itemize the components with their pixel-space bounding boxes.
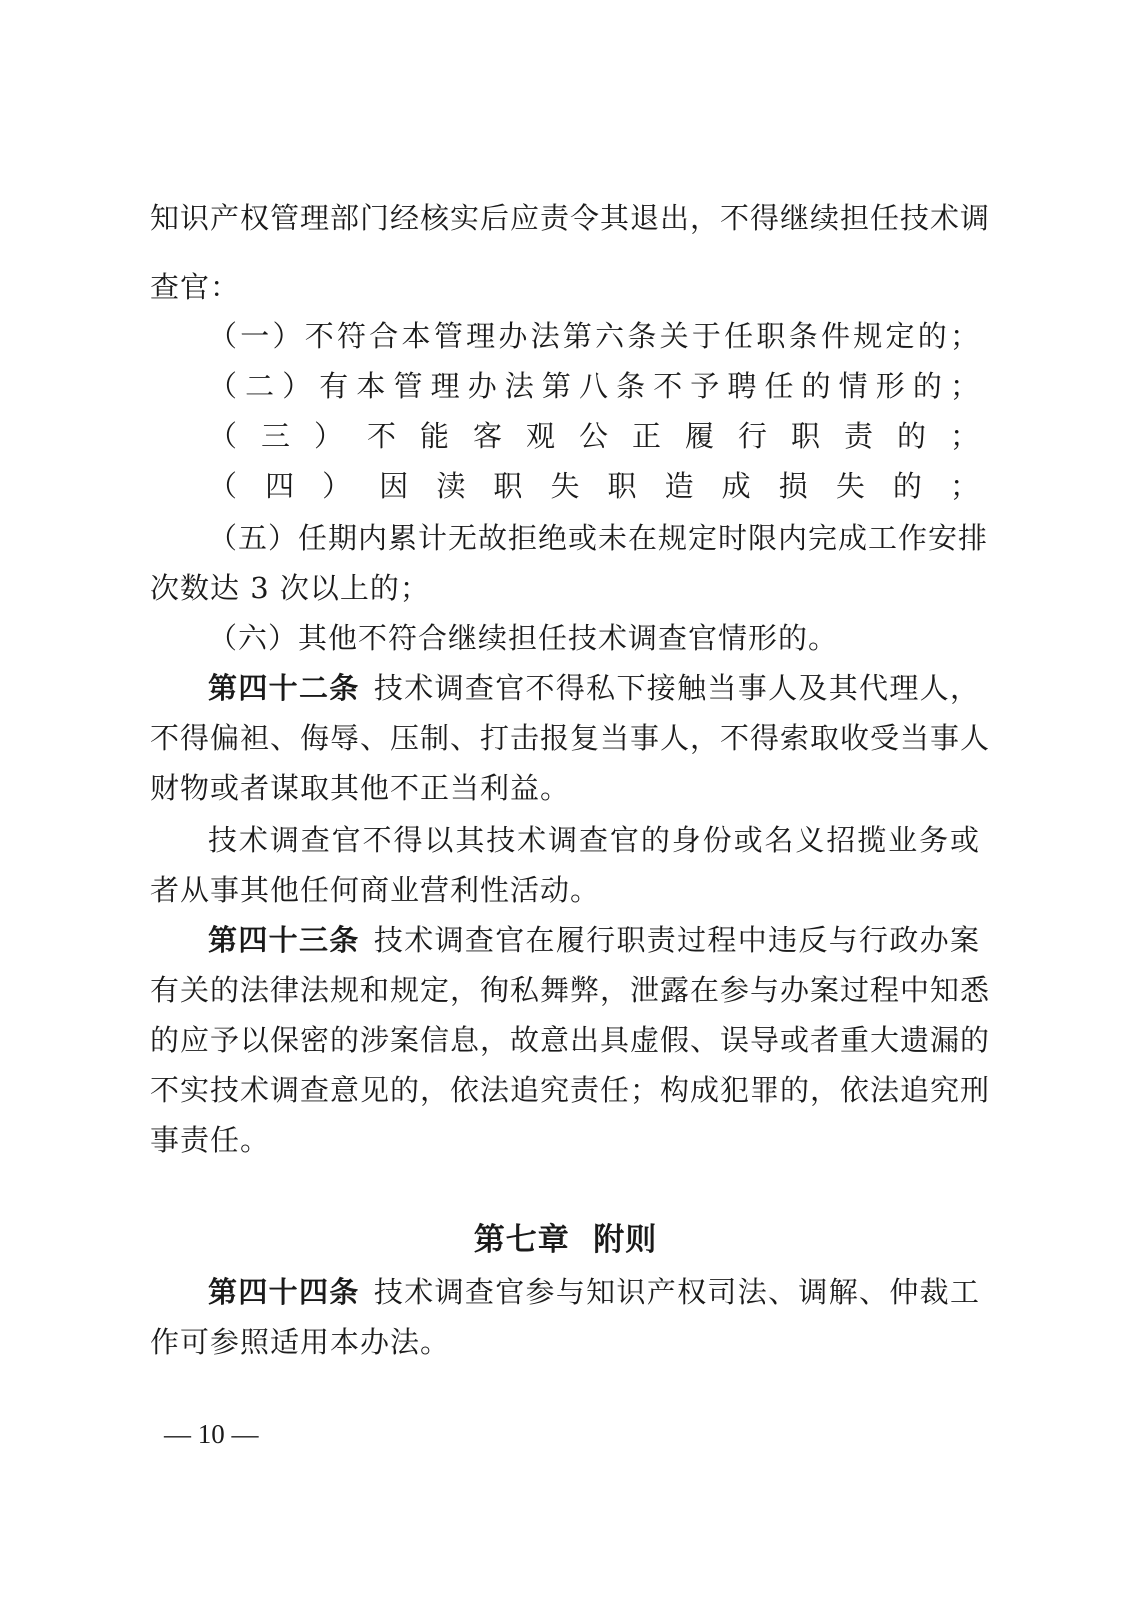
body-line: 财物或者谋取其他不正当利益。	[150, 771, 571, 805]
body-line: 事责任。	[150, 1123, 271, 1157]
body-line: 不得偏袒、侮辱、压制、打击报复当事人，不得索取收受当事人	[150, 721, 991, 755]
article-heading: 第四十三条	[208, 923, 360, 957]
list-item: （四）因渎职失职造成损失的；	[208, 469, 980, 503]
list-item: （一）不符合本管理办法第六条关于任职条件规定的；	[208, 319, 980, 353]
body-line: 技术调查官不得以其技术调查官的身份或名义招揽业务或	[208, 823, 980, 857]
article-text: 技术调查官参与知识产权司法、调解、仲裁工	[373, 1275, 980, 1309]
article-text: 技术调查官在履行职责过程中违反与行政办案	[373, 923, 980, 957]
list-item: （六）其他不符合继续担任技术调查官情形的。	[208, 621, 839, 655]
body-line: 作可参照适用本办法。	[150, 1325, 451, 1359]
article-heading: 第四十二条	[208, 671, 360, 705]
page-number: — 10 —	[164, 1419, 259, 1449]
article-heading: 第四十四条	[208, 1275, 360, 1309]
body-line: 者从事其他任何商业营利性活动。	[150, 873, 601, 907]
list-item-continuation: 次数达 3 次以上的；	[150, 571, 430, 605]
article-44-line	[208, 1272, 980, 1312]
article-text: 技术调查官不得私下接触当事人及其代理人，	[373, 671, 980, 705]
body-line: 查官：	[150, 270, 241, 304]
body-line: 有关的法律法规和规定，徇私舞弊，泄露在参与办案过程中知悉	[150, 973, 991, 1007]
body-line: 知识产权管理部门经核实后应责令其退出，不得继续担任技术调	[150, 201, 991, 235]
article-43-line	[208, 920, 980, 960]
list-item: （五）任期内累计无故拒绝或未在规定时限内完成工作安排	[208, 521, 989, 555]
list-item: （三）不能客观公正履行职责的；	[208, 419, 980, 453]
chapter-title: 第七章 附则	[473, 1222, 658, 1258]
body-line: 的应予以保密的涉案信息，故意出具虚假、误导或者重大遗漏的	[150, 1023, 991, 1057]
body-line: 不实技术调查意见的，依法追究责任；构成犯罪的，依法追究刑	[150, 1073, 991, 1107]
article-42-line	[208, 668, 980, 708]
list-item: （二）有本管理办法第八条不予聘任的情形的；	[208, 369, 980, 403]
